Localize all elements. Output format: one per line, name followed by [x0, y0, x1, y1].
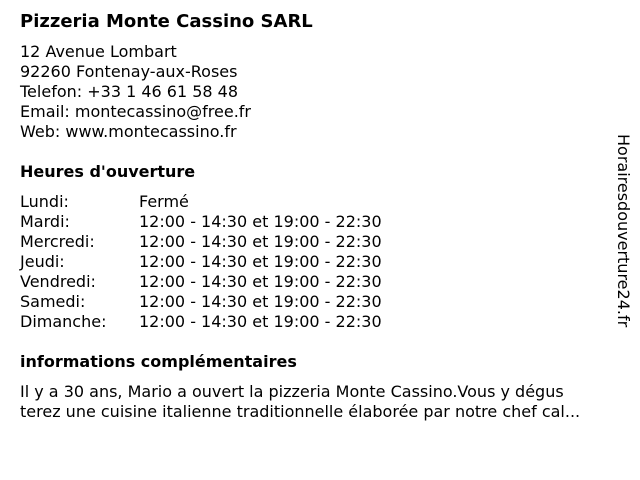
hours-day: Samedi:	[20, 292, 86, 311]
hours-time: 12:00 - 14:30 et 19:00 - 22:30	[139, 272, 382, 291]
hours-time: 12:00 - 14:30 et 19:00 - 22:30	[139, 252, 382, 271]
info-line-1: Il y a 30 ans, Mario a ouvert la pizzeria Monte Cassino.Vous y dégus	[20, 382, 564, 401]
info-line-2: terez une cuisine italienne traditionnelle élaborée par notre chef cal...	[20, 402, 581, 421]
hours-day: Mercredi:	[20, 232, 95, 251]
hours-time: Fermé	[139, 192, 189, 211]
hours-row-saturday	[20, 292, 620, 312]
opening-hours-table	[20, 192, 620, 332]
hours-time: 12:00 - 14:30 et 19:00 - 22:30	[139, 232, 382, 251]
hours-time: 12:00 - 14:30 et 19:00 - 22:30	[139, 292, 382, 311]
website-text: Web: www.montecassino.fr	[20, 122, 237, 141]
business-name: Pizzeria Monte Cassino SARL	[20, 11, 313, 32]
opening-hours-heading: Heures d'ouverture	[20, 162, 196, 181]
address-city: 92260 Fontenay-aux-Roses	[20, 62, 238, 81]
additional-info-heading: informations complémentaires	[20, 352, 297, 371]
phone-text: Telefon: +33 1 46 61 58 48	[20, 82, 239, 101]
hours-time: 12:00 - 14:30 et 19:00 - 22:30	[139, 312, 382, 331]
hours-row-friday	[20, 272, 620, 292]
address-block	[20, 42, 620, 142]
site-watermark: Horairesdouverture24.fr	[614, 134, 633, 328]
hours-row-tuesday	[20, 212, 620, 232]
hours-row-wednesday	[20, 232, 620, 252]
business-card	[20, 10, 620, 422]
additional-info-text	[20, 382, 620, 422]
hours-day: Lundi:	[20, 192, 69, 211]
hours-day: Jeudi:	[20, 252, 65, 271]
hours-day: Dimanche:	[20, 312, 107, 331]
hours-row-monday	[20, 192, 620, 212]
hours-time: 12:00 - 14:30 et 19:00 - 22:30	[139, 212, 382, 231]
hours-day: Mardi:	[20, 212, 70, 231]
hours-row-thursday	[20, 252, 620, 272]
hours-day: Vendredi:	[20, 272, 96, 291]
email-text: Email: montecassino@free.fr	[20, 102, 251, 121]
hours-row-sunday	[20, 312, 620, 332]
address-street: 12 Avenue Lombart	[20, 42, 177, 61]
